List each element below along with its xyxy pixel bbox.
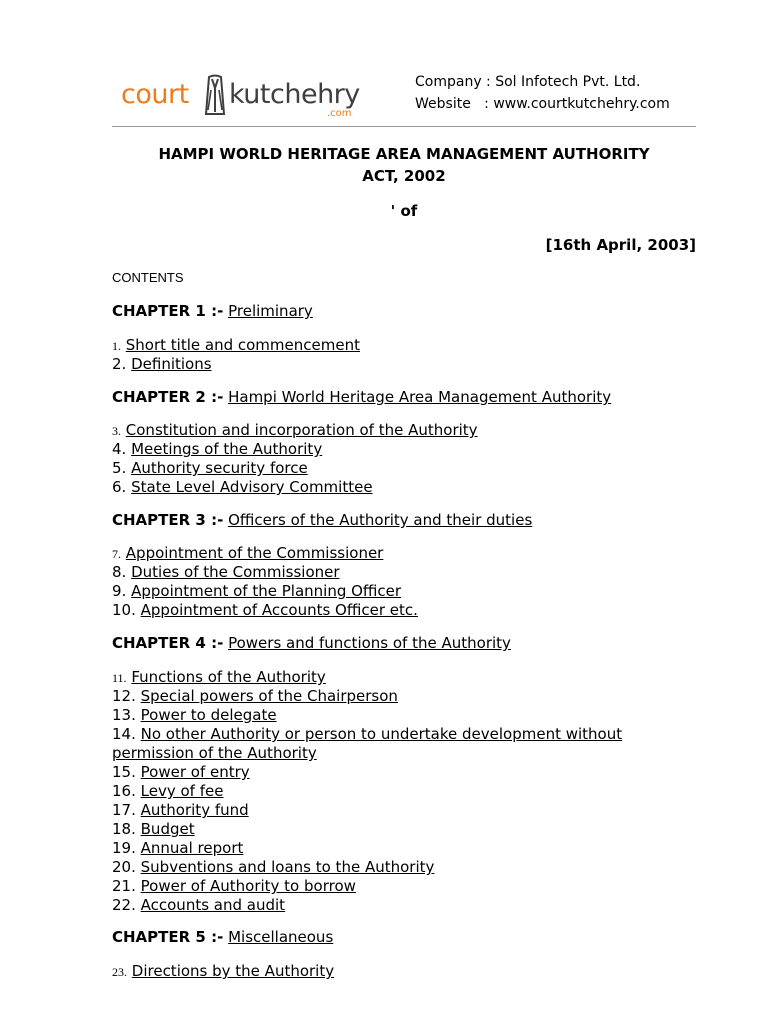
section-number: 7. — [112, 547, 121, 561]
toc-item — [112, 544, 702, 564]
chapter-heading — [112, 388, 611, 406]
section-number: 13. — [112, 706, 136, 724]
chapter-link[interactable]: Preliminary — [228, 302, 313, 320]
section-link[interactable]: Meetings of the Authority — [131, 440, 323, 458]
section-link[interactable]: Constitution and incorporation of the Authority — [125, 421, 478, 439]
toc-item — [112, 668, 702, 688]
section-number: 5. — [112, 459, 127, 477]
header-divider — [112, 126, 696, 127]
section-link[interactable]: Annual report — [140, 839, 244, 857]
toc-item — [112, 858, 702, 877]
toc-item — [112, 877, 702, 896]
section-number: 2. — [112, 355, 127, 373]
lawyer-figure-icon — [200, 74, 230, 116]
toc-item — [112, 421, 702, 441]
section-link[interactable]: Authority security force — [131, 459, 308, 477]
toc-item — [112, 801, 702, 820]
toc-item — [112, 687, 702, 706]
logo-kutchehry-text: kutchehry — [229, 79, 360, 110]
company-info — [415, 71, 670, 115]
section-link[interactable]: Special powers of the Chairperson — [140, 687, 398, 705]
act-title-line2: ACT, 2002 — [362, 167, 446, 185]
chapter-link[interactable]: Miscellaneous — [228, 928, 334, 946]
section-link[interactable]: Appointment of the Commissioner — [125, 544, 384, 562]
section-number: 16. — [112, 782, 136, 800]
logo-com-text: .com — [327, 108, 352, 119]
section-number: 4. — [112, 440, 127, 458]
section-number: 22. — [112, 896, 136, 914]
toc-item — [112, 459, 702, 478]
courtkutchehry-logo[interactable] — [121, 74, 371, 124]
section-link[interactable]: Appointment of Accounts Officer etc. — [140, 601, 418, 619]
section-number: 12. — [112, 687, 136, 705]
chapter-label: CHAPTER 1 :- — [112, 302, 224, 320]
toc-item — [112, 839, 702, 858]
section-number: 10. — [112, 601, 136, 619]
website-label: Website — [415, 96, 471, 112]
toc-item — [112, 355, 702, 374]
section-link[interactable]: Functions of the Authority — [131, 668, 326, 686]
section-number: 17. — [112, 801, 136, 819]
toc-item — [112, 563, 702, 582]
section-number: 14. — [112, 725, 136, 743]
toc-item — [112, 478, 702, 497]
toc-item — [112, 582, 702, 601]
chapter-heading — [112, 511, 532, 529]
contents-label: CONTENTS — [112, 270, 184, 285]
toc-item — [112, 782, 702, 801]
chapter-label: CHAPTER 4 :- — [112, 634, 224, 652]
act-title — [112, 143, 696, 187]
chapter-link[interactable]: Powers and functions of the Authority — [228, 634, 511, 652]
section-link[interactable]: Levy of fee — [140, 782, 224, 800]
section-link[interactable]: Budget — [140, 820, 195, 838]
toc-item — [112, 820, 702, 839]
chapter-link[interactable]: Hampi World Heritage Area Management Authority — [228, 388, 612, 406]
chapter-label: CHAPTER 3 :- — [112, 511, 224, 529]
toc-item — [112, 725, 702, 763]
chapter-link[interactable]: Officers of the Authority and their duties — [228, 511, 533, 529]
section-link[interactable]: Accounts and audit — [140, 896, 286, 914]
section-link[interactable]: Authority fund — [140, 801, 249, 819]
section-link[interactable]: Power of Authority to borrow — [140, 877, 356, 895]
section-number: 8. — [112, 563, 127, 581]
toc-item — [112, 440, 702, 459]
section-link[interactable]: Power to delegate — [140, 706, 277, 724]
website-value[interactable]: www.courtkutchehry.com — [493, 96, 670, 112]
section-link[interactable]: Short title and commencement — [125, 336, 360, 354]
logo-court-text: court — [121, 79, 189, 110]
chapter-heading — [112, 634, 511, 652]
toc-item — [112, 336, 702, 356]
website-row: Website : www.courtkutchehry.com — [415, 96, 670, 112]
section-number: 15. — [112, 763, 136, 781]
section-number: 11. — [112, 671, 127, 685]
section-number: 21. — [112, 877, 136, 895]
chapter-heading — [112, 928, 333, 946]
section-number: 18. — [112, 820, 136, 838]
act-of-line: ' of — [390, 202, 418, 220]
toc-item — [112, 706, 702, 725]
section-number: 19. — [112, 839, 136, 857]
section-number: 1. — [112, 339, 121, 353]
company-row: Company : Sol Infotech Pvt. Ltd. — [415, 74, 641, 90]
toc-item — [112, 962, 702, 982]
section-link[interactable]: No other Authority or person to undertake development without permission of the Authority — [112, 725, 623, 762]
act-title-line1: HAMPI WORLD HERITAGE AREA MANAGEMENT AUTHORITY — [158, 145, 650, 163]
company-label: Company — [415, 74, 482, 90]
section-link[interactable]: Duties of the Commissioner — [131, 563, 340, 581]
chapter-label: CHAPTER 2 :- — [112, 388, 224, 406]
section-number: 3. — [112, 424, 121, 438]
toc-item — [112, 601, 702, 620]
section-number: 20. — [112, 858, 136, 876]
section-link[interactable]: Subventions and loans to the Authority — [140, 858, 435, 876]
toc-item — [112, 896, 702, 915]
section-link[interactable]: Definitions — [131, 355, 212, 373]
section-number: 23. — [112, 965, 127, 979]
toc-item — [112, 763, 702, 782]
chapter-heading — [112, 302, 313, 320]
section-number: 9. — [112, 582, 127, 600]
company-value: Sol Infotech Pvt. Ltd. — [495, 74, 641, 90]
act-date: [16th April, 2003] — [545, 236, 696, 254]
section-link[interactable]: Directions by the Authority — [131, 962, 335, 980]
section-link[interactable]: Power of entry — [140, 763, 250, 781]
section-link[interactable]: Appointment of the Planning Officer — [131, 582, 402, 600]
section-number: 6. — [112, 478, 127, 496]
chapter-label: CHAPTER 5 :- — [112, 928, 224, 946]
section-link[interactable]: State Level Advisory Committee — [131, 478, 373, 496]
